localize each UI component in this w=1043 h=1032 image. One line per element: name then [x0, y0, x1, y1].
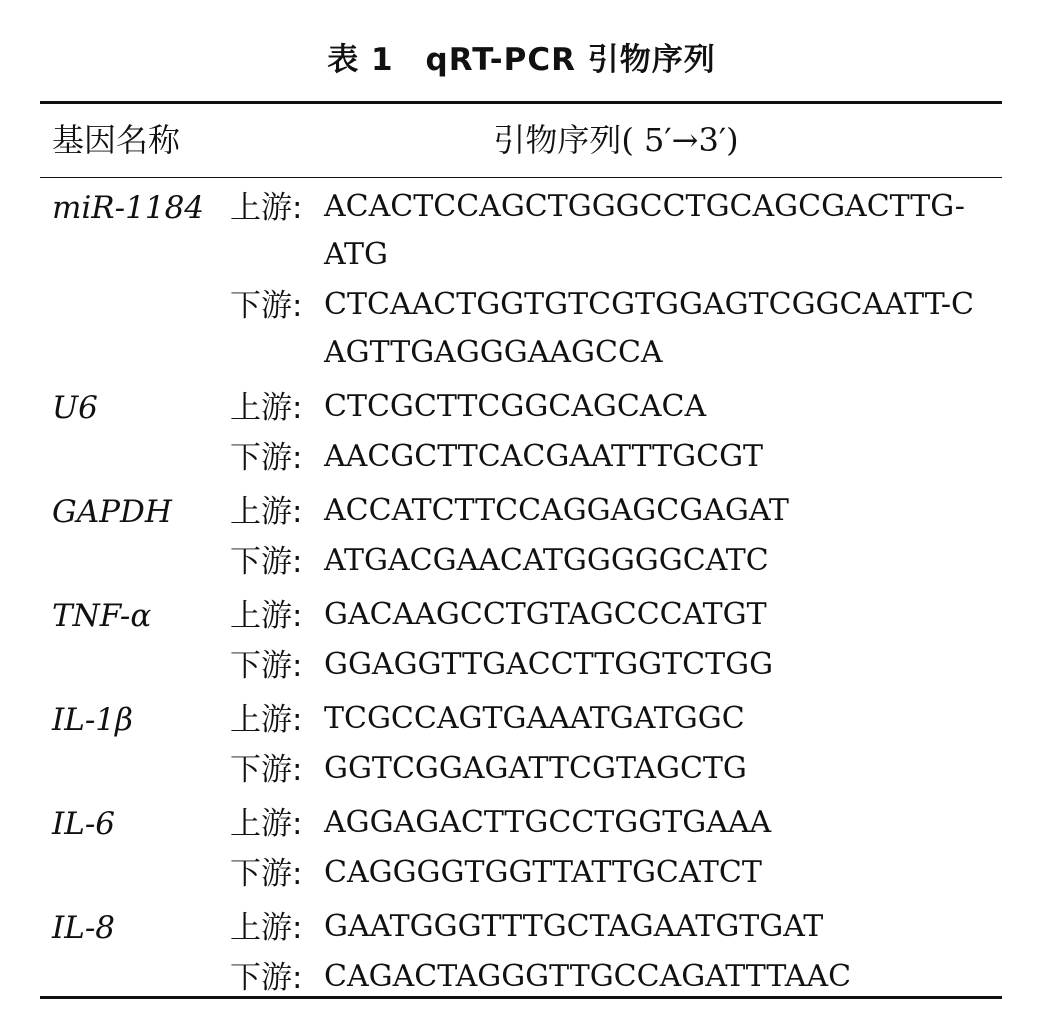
downstream-label: 下游: [230, 856, 303, 892]
upstream-sequence: ACACTCCAGCTGGGCCTGCAGCGACTTG-ATG [324, 189, 965, 272]
upstream-primer-row [0, 183, 1043, 281]
header-gene-name: 基因名称 [52, 121, 181, 159]
downstream-sequence: GGAGGTTGACCTTGGTCTGG [324, 647, 774, 682]
upstream-primer-row [0, 799, 1043, 849]
upstream-label: 上游: [230, 910, 303, 946]
table-bottom-rule [40, 996, 1002, 999]
upstream-sequence: AGGAGACTTGCCTGGTGAAA [324, 805, 772, 840]
downstream-label: 下游: [230, 544, 303, 580]
downstream-primer-row [0, 745, 1043, 795]
upstream-label: 上游: [230, 494, 303, 530]
gene-row-il-1beta [0, 695, 1043, 795]
table-header-rule [40, 177, 1002, 178]
upstream-label: 上游: [230, 390, 303, 426]
downstream-sequence: CTCAACTGGTGTCGTGGAGTCGGCAATT-CAGTTGAGGGAAGCCA [324, 287, 974, 370]
downstream-primer-row [0, 281, 1043, 379]
downstream-label: 下游: [230, 648, 303, 684]
downstream-label: 下游: [230, 440, 303, 476]
gene-row-tnf-alpha [0, 591, 1043, 691]
gene-name: IL-6 [52, 806, 116, 842]
upstream-primer-row [0, 383, 1043, 433]
gene-row-u6 [0, 383, 1043, 483]
downstream-sequence: GGTCGGAGATTCGTAGCTG [324, 751, 747, 786]
downstream-primer-row [0, 433, 1043, 483]
upstream-sequence: ACCATCTTCCAGGAGCGAGAT [324, 493, 789, 528]
table-top-rule [40, 101, 1002, 104]
gene-name: miR-1184 [52, 190, 205, 226]
gene-row-il-8 [0, 903, 1043, 1003]
downstream-primer-row [0, 537, 1043, 587]
gene-row-gapdh [0, 487, 1043, 587]
gene-name: TNF-α [52, 598, 152, 634]
upstream-sequence: TCGCCAGTGAAATGATGGC [324, 701, 745, 736]
upstream-primer-row [0, 695, 1043, 745]
table-body [0, 183, 1043, 1003]
upstream-sequence: GACAAGCCTGTAGCCCATGT [324, 597, 767, 632]
gene-name: IL-1β [52, 702, 133, 738]
gene-name: IL-8 [52, 910, 116, 946]
downstream-sequence: AACGCTTCACGAATTTGCGT [324, 439, 764, 474]
upstream-label: 上游: [230, 598, 303, 634]
upstream-primer-row [0, 903, 1043, 953]
downstream-sequence: CAGACTAGGGTTGCCAGATTTAAC [324, 959, 852, 994]
upstream-sequence: CTCGCTTCGGCAGCACA [324, 389, 707, 424]
upstream-primer-row [0, 591, 1043, 641]
upstream-label: 上游: [230, 190, 303, 226]
downstream-primer-row [0, 849, 1043, 899]
gene-row-il-6 [0, 799, 1043, 899]
gene-row-mir-1184 [0, 183, 1043, 379]
header-primer-sequence: 引物序列( 5′→3′) [493, 121, 739, 159]
downstream-primer-row [0, 641, 1043, 691]
downstream-sequence: CAGGGGTGGTTATTGCATCT [324, 855, 762, 890]
upstream-label: 上游: [230, 806, 303, 842]
downstream-sequence: ATGACGAACATGGGGGCATC [324, 543, 769, 578]
downstream-label: 下游: [230, 960, 303, 996]
gene-name: GAPDH [52, 494, 172, 530]
downstream-label: 下游: [230, 752, 303, 788]
downstream-label: 下游: [230, 288, 303, 324]
gene-name: U6 [52, 390, 98, 426]
table-title: 表 1 qRT-PCR 引物序列 [327, 42, 716, 78]
upstream-primer-row [0, 487, 1043, 537]
upstream-sequence: GAATGGGTTTGCTAGAATGTGAT [324, 909, 824, 944]
upstream-label: 上游: [230, 702, 303, 738]
